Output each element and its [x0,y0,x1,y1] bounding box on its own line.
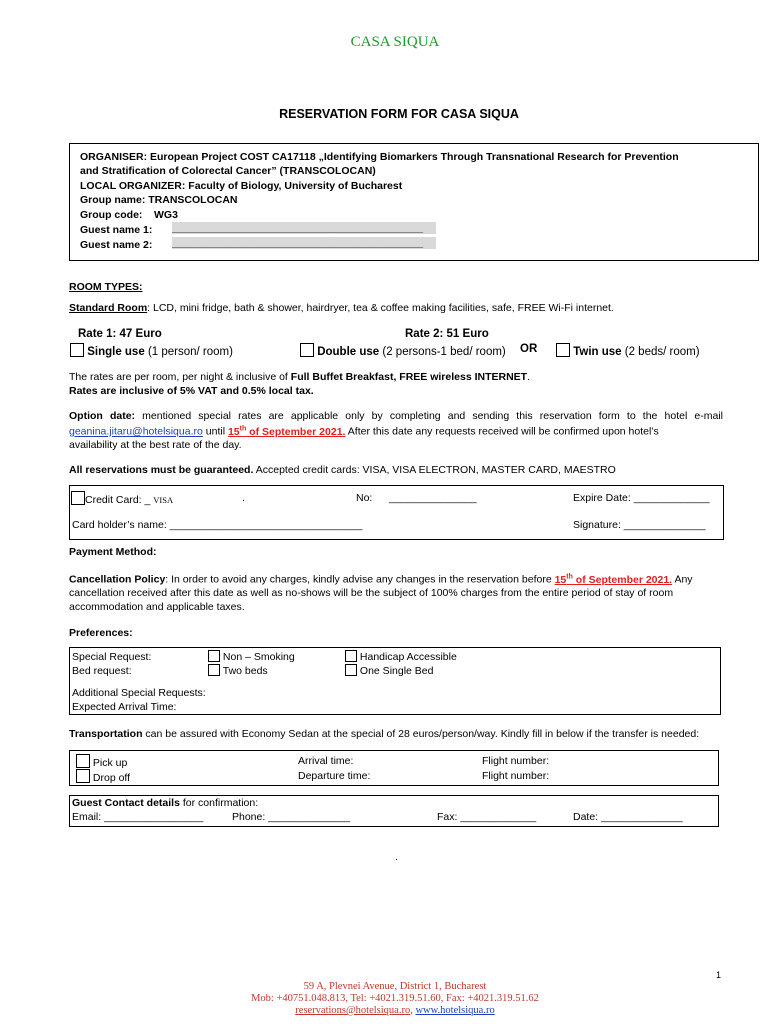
cancellation-text1-end: Any [672,573,693,586]
contact-fax-field[interactable]: Fax: _____________ [437,811,537,823]
option-date-text1: mentioned special rates are applicable only by completing and sending this reservation form to the hotel e-mail [135,410,723,422]
rates-note-2: Rates are inclusive of 5% VAT and 0.5% local tax. [69,385,314,397]
organiser-line1: ORGANISER: European Project COST CA17118 „Identifying Biomarkers Through Transnational Research for Prevention [80,151,679,163]
twin-use-desc: (2 beds/ room) [624,346,700,358]
departure-time-field[interactable]: Departure time: [298,770,371,782]
local-organizer: LOCAL ORGANIZER: Faculty of Biology, University of Bucharest [80,180,403,192]
one-single-bed-option[interactable] [345,664,433,677]
rates-note-end: . [527,371,531,383]
contact-phone-field[interactable]: Phone: ______________ [232,811,350,823]
single-use-option[interactable] [70,343,233,358]
footer-sep: , [410,1005,416,1016]
dropoff-option[interactable] [76,769,130,784]
option-date-text2: After this date any requests received will be confirmed upon hotel’s [345,425,659,438]
cancellation-deadline [555,574,673,586]
twin-use-checkbox[interactable] [556,343,570,357]
non-smoking-label: Non – Smoking [222,651,295,663]
guest-name-1-field[interactable]: ___________________________________________ [172,222,436,234]
preferences-heading: Preferences: [69,627,133,639]
bed-request-label: Bed request: [72,665,132,677]
single-use-checkbox[interactable] [70,343,84,357]
standard-room-line [69,302,614,314]
option-date-line3: availability at the best rate of the day. [69,439,242,451]
guarantee-line [69,464,616,476]
non-smoking-checkbox[interactable] [208,650,220,662]
option-date-rest: of September 2021. [246,425,346,438]
cancellation-date-sup: th [566,573,573,580]
additional-requests-field[interactable]: Additional Special Requests: [72,687,206,699]
stray-dot: . [395,851,398,863]
group-code: WG3 [154,209,178,221]
guest-name-1-label: Guest name 1: [80,224,153,236]
flight-number-2-field[interactable]: Flight number: [482,770,550,782]
rates-note-pre: The rates are per room, per night & inclusive of [69,371,291,383]
cancellation-date-num: 15 [554,573,567,586]
standard-room-label: Standard Room [69,302,148,314]
card-no-label: No: [356,492,373,504]
payment-method: Payment Method: [69,546,157,558]
cancellation-text1: : In order to avoid any charges, kindly advise any changes in the reservation before [165,573,555,586]
cancellation-date-rest: of September 2021. [572,573,673,586]
twin-use-option[interactable] [556,343,700,358]
contact-email-field[interactable]: Email: _________________ [72,811,204,823]
double-use-desc: (2 persons-1 bed/ room) [382,346,506,358]
option-date-line1 [69,410,723,422]
option-date-label: Option date: [69,410,136,422]
expected-arrival-field[interactable]: Expected Arrival Time: [72,701,177,713]
organiser-line2: and Stratification of Colorectal Cancer” (TRANSCOLOCAN) [80,165,376,177]
standard-room-desc: : LCD, mini fridge, bath & shower, hairdryer, tea & coffee making facilities, safe, FREE Wi-Fi internet. [147,302,614,314]
credit-card-checkbox[interactable] [71,491,85,505]
double-use-checkbox[interactable] [300,343,314,357]
footer-address: 59 A, Plevnei Avenue, District 1, Bucharest [303,981,487,992]
transportation-line [69,728,699,740]
transportation-bold: Transportation [69,728,143,740]
option-date-sup: th [239,425,247,432]
page-title: RESERVATION FORM FOR CASA SIQUA [279,107,519,121]
dropoff-label: Drop off [92,772,131,784]
contact-bold: Guest Contact details [72,797,180,809]
cancellation-label: Cancellation Policy [69,573,166,586]
flight-number-1-field[interactable]: Flight number: [482,755,550,767]
visa-label: VISA [153,495,174,505]
two-beds-checkbox[interactable] [208,664,220,676]
single-use-desc: (1 person/ room) [147,346,233,358]
credit-card-label: Credit Card: _ [85,494,151,506]
page-number: 1 [716,970,722,980]
pickup-checkbox[interactable] [76,754,90,768]
twin-use-label: Twin use [573,346,622,358]
transportation-rest: can be assured with Economy Sedan at the special of 28 euros/person/way. Kindly fill in below if the transfer is needed: [142,728,700,740]
one-single-bed-label: One Single Bed [359,665,434,677]
room-types-heading [69,281,143,293]
footer-email-link[interactable]: reservations@hotelsiqua.ro [295,1005,411,1016]
guest-name-2-label: Guest name 2: [80,239,153,251]
option-deadline [228,426,346,438]
option-until: until [202,425,228,438]
card-dot: . [242,492,245,504]
guest-name-2-field[interactable]: ___________________________________________ [172,237,436,249]
double-use-label: Double use [317,346,380,358]
rates-note-1 [69,371,530,383]
contact-rest: for confirmation: [179,797,259,809]
transport-box [69,750,719,786]
footer-contacts: Mob: +40751.048.813, Tel: +4021.319.51.60, Fax: +4021.319.51.62 [251,993,539,1004]
card-no-field[interactable]: _______________ [389,492,477,504]
pickup-label: Pick up [92,757,128,769]
rates-note-bold: Full Buffet Breakfast, FREE wireless INTERNET [290,371,528,383]
colon: : [139,281,143,293]
hotel-email-link[interactable]: geanina.jitaru@hotelsiqua.ro [69,425,203,438]
guarantee-rest: Accepted credit cards: VISA, VISA ELECTRON, MASTER CARD, MAESTRO [253,464,616,476]
cancellation-line2: cancellation received after this date as well as no-shows will be the subject of 100% charges from the entire period of stay of room [69,587,674,599]
signature-field[interactable]: Signature: ______________ [573,519,706,531]
arrival-time-field[interactable]: Arrival time: [298,755,354,767]
one-single-bed-checkbox[interactable] [345,664,357,676]
handicap-checkbox[interactable] [345,650,357,662]
double-use-option[interactable] [300,343,506,358]
non-smoking-option[interactable] [208,650,295,663]
cancellation-line1 [69,573,693,586]
or-label: OR [520,343,538,355]
credit-card-row [71,491,173,506]
pickup-option[interactable] [76,754,127,769]
single-use-label: Single use [87,346,145,358]
two-beds-option[interactable] [208,664,268,677]
footer-links [0,1005,770,1016]
contact-date-field[interactable]: Date: ______________ [573,811,683,823]
cancellation-line3: accommodation and applicable taxes. [69,601,245,613]
contact-heading [72,797,258,809]
footer-web-link[interactable]: www.hotelsiqua.ro [415,1005,495,1016]
room-types-heading-text: ROOM TYPES [69,281,140,293]
brand-title: CASA SIQUA [350,34,440,50]
option-date-line2 [69,425,659,438]
dropoff-checkbox[interactable] [76,769,90,783]
group-name: Group name: TRANSCOLOCAN [80,194,238,206]
rate-2: Rate 2: 51 Euro [405,328,489,340]
card-holder-field[interactable]: Card holder’s name: _________________________________ [72,519,363,531]
guarantee-bold: All reservations must be guaranteed. [69,464,254,476]
rate-1: Rate 1: 47 Euro [78,328,162,340]
handicap-label: Handicap Accessible [359,651,457,663]
option-date-num: 15 [227,425,240,438]
two-beds-label: Two beds [222,665,268,677]
special-request-label: Special Request: [72,651,152,663]
group-code-label: Group code: [80,209,143,221]
expire-date-field[interactable]: Expire Date: _____________ [573,492,710,504]
handicap-option[interactable] [345,650,457,663]
